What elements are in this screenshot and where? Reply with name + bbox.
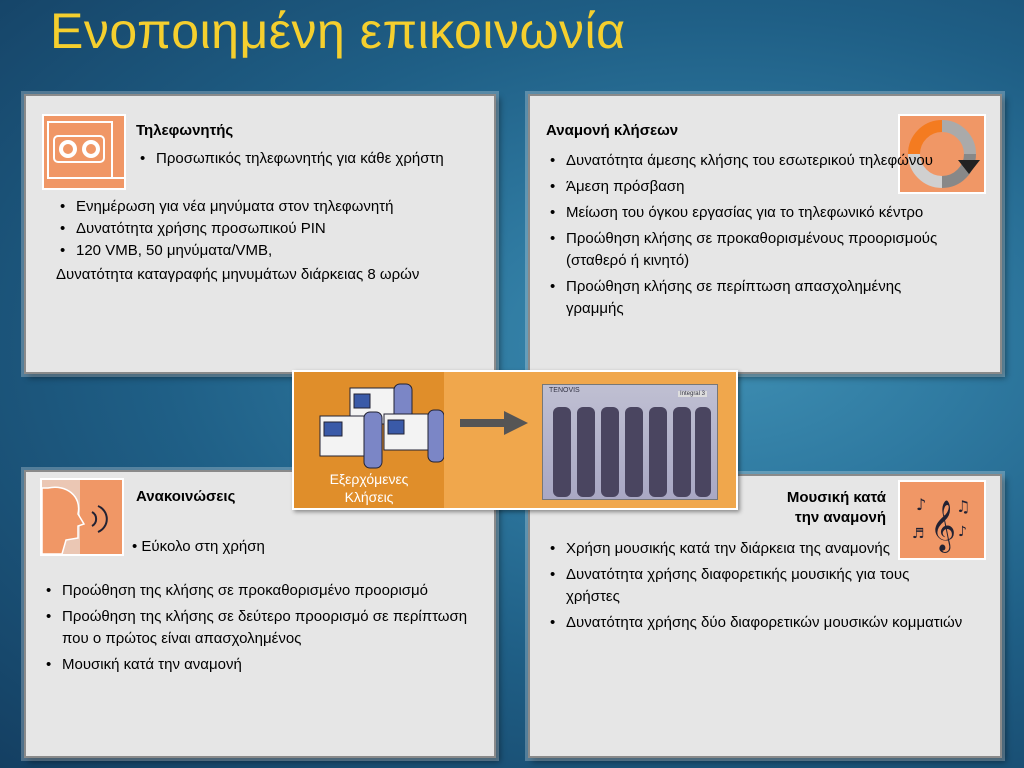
server-tag: Integral 3 (679, 391, 705, 397)
music-on-hold-list (546, 538, 966, 638)
speaking-head-icon (40, 478, 124, 556)
list-item: • Προώθηση κλήσης σε περίπτωση απασχολημένης γραμμής (546, 276, 946, 320)
announcements-panel (24, 470, 496, 758)
voicemail-list (136, 148, 476, 174)
list-item: • Προσωπικός τηλεφωνητής για κάθε χρήστη (136, 148, 476, 170)
voicemail-icon (42, 114, 126, 190)
music-on-hold-title (750, 488, 886, 528)
list-item: • Προώθηση της κλήσης σε δεύτερο προορισμό σε περίπτωση που ο πρώτος είναι απασχολημένος (42, 606, 482, 650)
list-item: • 120 VMB, 50 μηνύματα/VMB, (56, 240, 486, 262)
voicemail-title: Τηλεφωνητής (136, 122, 234, 139)
slide-title: Ενοποιημένη επικοινωνία (50, 3, 626, 59)
announcements-sub-item: • Εύκολο στη χρήση (132, 538, 265, 555)
list-item: • Ενημέρωση για νέα μηνύματα στον τηλεφωνητή (56, 196, 486, 218)
list-item: • Δυνατότητα άμεσης κλήσης του εσωτερικού τηλεφώνου (546, 150, 946, 172)
announcements-list (42, 580, 482, 680)
list-item: • Προώθηση κλήσης σε προκαθορισμένους προορισμούς (σταθερό ή κινητό) (546, 228, 946, 272)
list-item: • Προώθηση της κλήσης σε προκαθορισμένο προορισμό (42, 580, 482, 602)
list-item: • Χρήση μουσικής κατά την διάρκεια της αναμονής (546, 538, 966, 560)
call-queue-list (546, 150, 946, 324)
voicemail-extra-text: Δυνατότητα καταγραφής μηνυμάτων διάρκειας 8 ωρών (56, 266, 420, 283)
svg-text:♫: ♫ (956, 497, 971, 516)
announcements-title: Ανακοινώσεις (136, 488, 236, 505)
svg-text:♬: ♬ (912, 526, 925, 542)
music-title-line2: την αναμονή (795, 509, 886, 526)
server-brand: TENOVIS (549, 387, 580, 394)
outbound-label: Εξερχόμενες Κλήσεις (329, 471, 409, 505)
arrow-right-icon (460, 408, 530, 438)
call-queue-title: Αναμονή κλήσεων (546, 122, 679, 139)
svg-text:𝄞: 𝄞 (930, 500, 957, 551)
list-item: • Δυνατότητα χρήσης προσωπικού PIN (56, 218, 486, 240)
server-rack-icon (542, 384, 718, 500)
voicemail-panel (24, 94, 496, 374)
svg-text:♪: ♪ (958, 524, 967, 540)
outbound-label-area (294, 372, 444, 508)
svg-text:♪: ♪ (916, 495, 927, 514)
music-title-line1: Μουσική κατά (786, 489, 886, 506)
list-item: • Μείωση του όγκου εργασίας για το τηλεφωνικό κέντρο (546, 202, 946, 224)
phone-stack-icon (294, 372, 444, 472)
list-item: • Δυνατότητα χρήσης δύο διαφορετικών μουσικών κομματιών (546, 612, 966, 634)
list-item: • Μουσική κατά την αναμονή (42, 654, 482, 676)
outbound-calls-box (292, 370, 738, 510)
list-item: • Άμεση πρόσβαση (546, 176, 946, 198)
music-on-hold-panel (528, 474, 1002, 758)
list-item: • Δυνατότητα χρήσης διαφορετικής μουσικής για τους χρήστες (546, 564, 966, 608)
voicemail-list-2 (56, 196, 486, 262)
call-queue-panel (528, 94, 1002, 374)
